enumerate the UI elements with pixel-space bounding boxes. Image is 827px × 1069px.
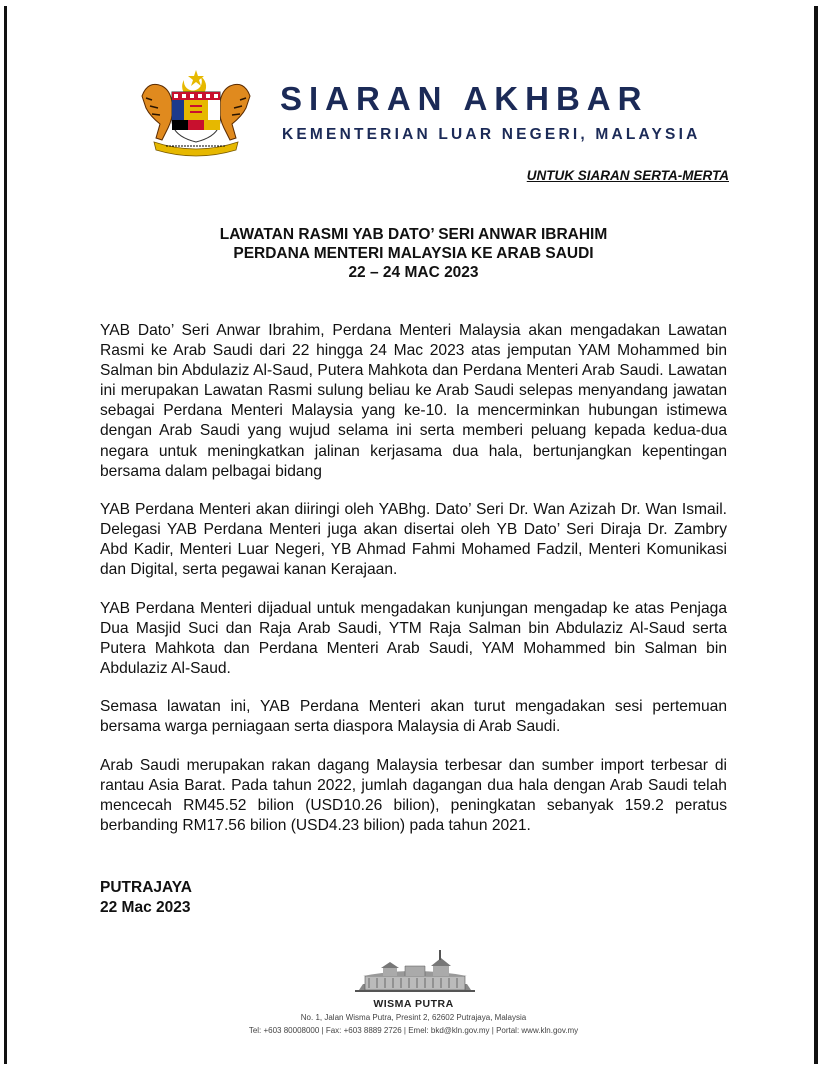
signoff-date: 22 Mac 2023 [100,899,191,916]
footer-contact: Tel: +603 80008000 | Fax: +603 8889 2726 | Emel: bkd@kln.gov.my | Portal: www.kln.gov.my [248,1026,579,1035]
press-release-body [100,321,727,855]
footer-building-name: WISMA PUTRA [373,998,454,1010]
headline-line: LAWATAN RASMI YAB DATO’ SERI ANWAR IBRAHIM [219,226,608,243]
signoff-place: PUTRAJAYA [100,879,192,896]
body-paragraph: YAB Dato’ Seri Anwar Ibrahim, Perdana Menteri Malaysia akan mengadakan Lawatan Rasmi ke Arab Saudi dari 22 hingga 24 Mac 2023 atas jemputan YAM Mohammed bin Salman bin Abdulaziz Al-Saud, Putera Mahkota dan Perdana Menteri Arab Saudi. Lawatan ini merupakan Lawatan Rasmi sulung beliau ke Arab Saudi selepas menyandang jawatan sebagai Perdana Menteri Malaysia yang ke-10. Ia mencerminkan hubungan istimewa dengan Arab Saudi yang wujud selama ini serta memberi peluang kepada kedua-dua negara untuk meningkatkan jalinan kerjasama dua hala, bertunjangkan kepentingan bersama dalam pelbagai bidang [100,322,727,480]
release-tag: UNTUK SIARAN SERTA-MERTA [526,168,729,183]
body-paragraph: Arab Saudi merupakan rakan dagang Malaysia terbesar dan sumber import terbesar di rantau Asia Barat. Pada tahun 2022, jumlah dagangan dua hala dengan Arab Saudi telah mencecah RM45.52 bilion (USD10.26 bilion), peningkatan sebanyak 159.2 peratus berbanding RM17.56 bilion (USD4.23 bilion) pada tahun 2021. [100,756,727,835]
headline [100,225,727,282]
headline-date: 22 – 24 MAC 2023 [348,264,479,281]
body-paragraph: Semasa lawatan ini, YAB Perdana Menteri akan turut mengadakan sesi pertemuan bersama warga perniagaan serta diaspora Malaysia di Arab Saudi. [100,698,727,736]
headline-line: PERDANA MENTERI MALAYSIA KE ARAB SAUDI [233,245,594,262]
ministry-name: KEMENTERIAN LUAR NEGERI, MALAYSIA [282,126,701,143]
footer-address: No. 1, Jalan Wisma Putra, Presint 2, 62602 Putrajaya, Malaysia [300,1013,527,1022]
page-title: SIARAN AKHBAR [280,80,649,117]
signoff [100,878,192,918]
body-paragraph: YAB Perdana Menteri akan diiringi oleh YABhg. Dato’ Seri Dr. Wan Azizah Dr. Wan Ismail. Delegasi YAB Perdana Menteri juga akan disertai oleh YB Dato’ Seri Diraja Dr. Zambry Abd Kadir, Menteri Luar Negeri, YB Ahmad Fahmi Mohamed Fadzil, Menteri Komunikasi dan Digital, serta pegawai kanan Kerajaan. [100,501,727,579]
wisma-putra-building-icon [355,946,475,994]
coat-of-arms-icon [134,66,258,158]
body-paragraph: YAB Perdana Menteri dijadual untuk mengadakan kunjungan mengadap ke atas Penjaga Dua Masjid Suci dan Raja Arab Saudi, YTM Raja Salman bin Abdulaziz Al-Saud serta Putera Mahkota dan Perdana Menteri Arab Saudi, YAM Mohammed bin Salman bin Abdulaziz Al-Saud. [100,599,727,677]
